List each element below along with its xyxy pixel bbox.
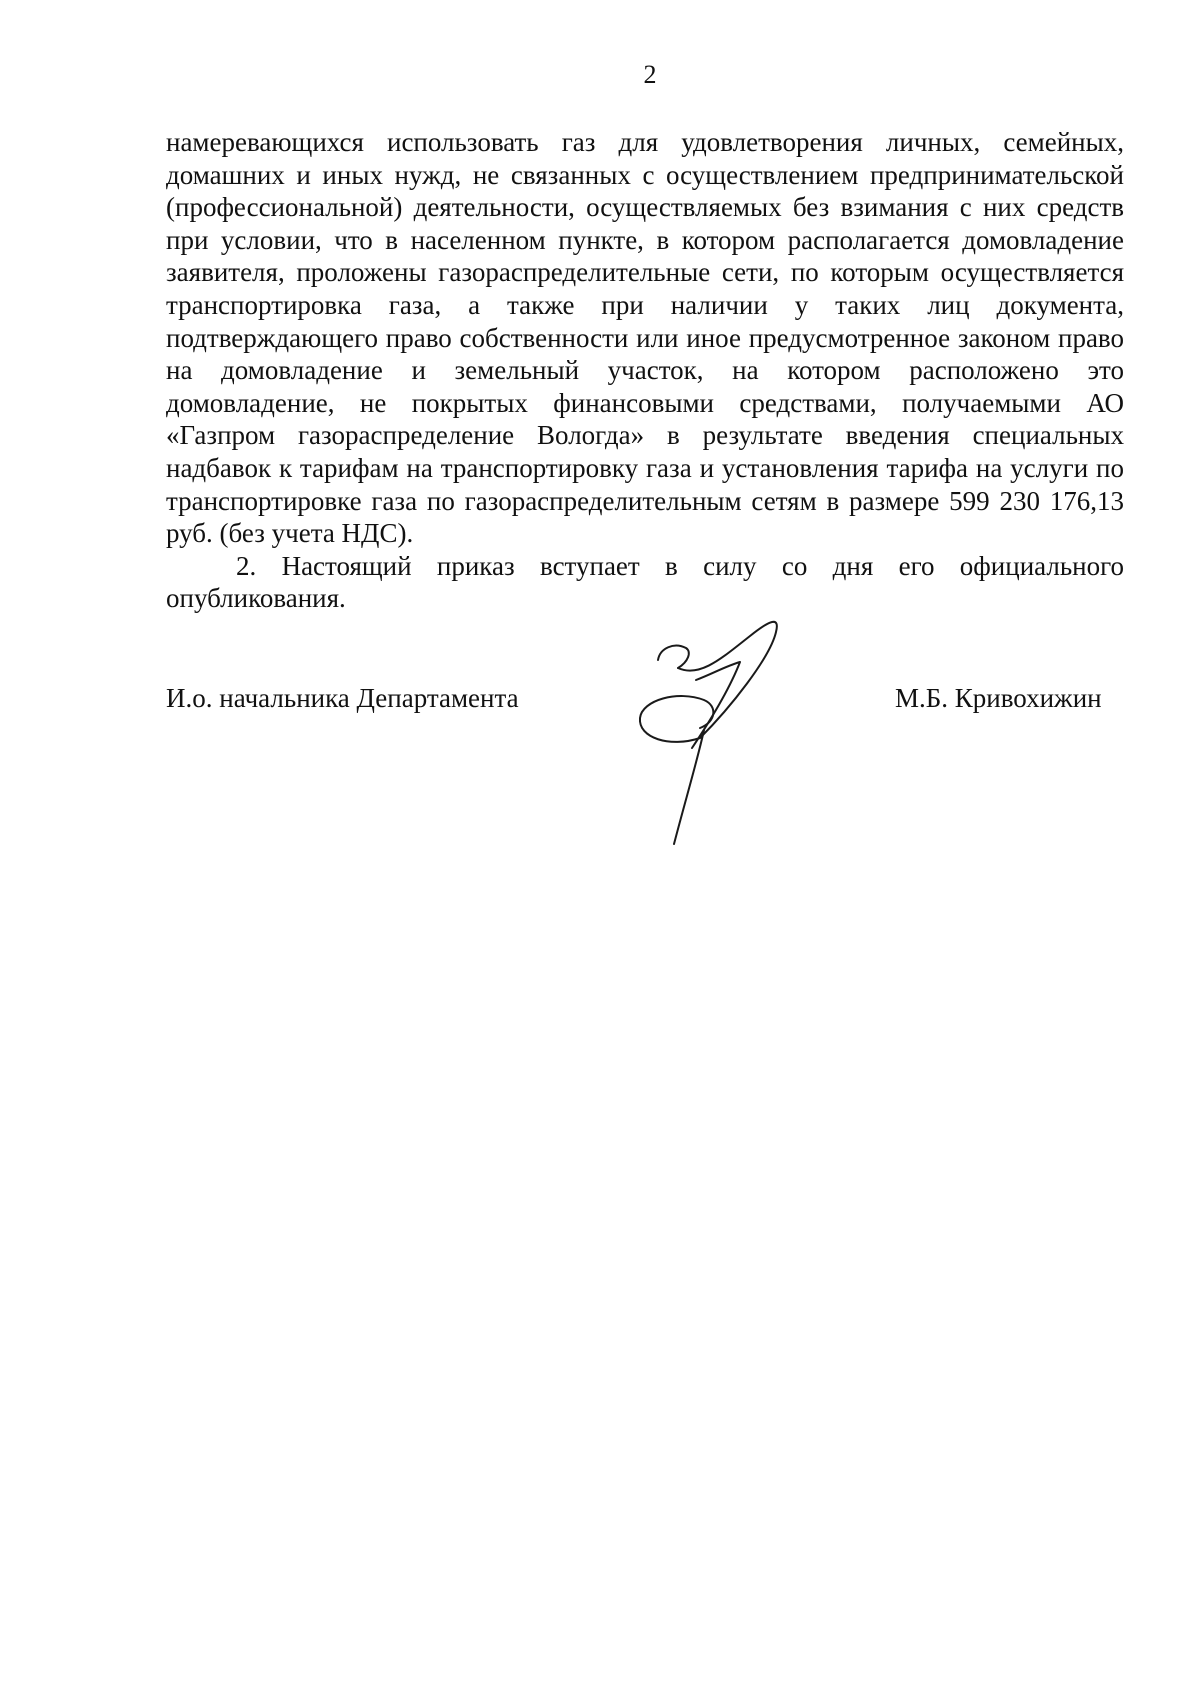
handwritten-signature-icon — [630, 618, 810, 850]
signer-name: М.Б. Кривохижин — [895, 683, 1102, 713]
paragraph-effective-date: 2. Настоящий приказ вступает в силу со дня его официального опубликования. — [166, 550, 1124, 614]
page-number: 2 — [643, 60, 657, 89]
signer-position: И.о. начальника Департамента — [166, 683, 519, 713]
paragraph-continuation: намеревающихся использовать газ для удовлетворения личных, семейных, домашних и иных нужд, не связанных с осуществлением предпринимательской (профессиональной) деятельности, осуществляемых без взимания с них средств при условии, что в населенном пункте, в котором располагается домовладение заявителя, проложены газораспределительные сети, по которым осуществляется транспортировка газа, а также при наличии у таких лиц документа, подтверждающего право собственности или иное предусмотренное законом право на домовладение и земельный участок, на котором расположено это домовладение, не покрытых финансовыми средствами, получаемыми АО «Газпром газораспределение Вологда» в результате введения специальных надбавок к тарифам на транспортировку газа и установления тарифа на услуги по транспортировке газа по газораспределительным сетям в размере 599 230 176,13 руб. (без учета НДС). — [166, 127, 1124, 549]
document-body — [166, 126, 1124, 615]
